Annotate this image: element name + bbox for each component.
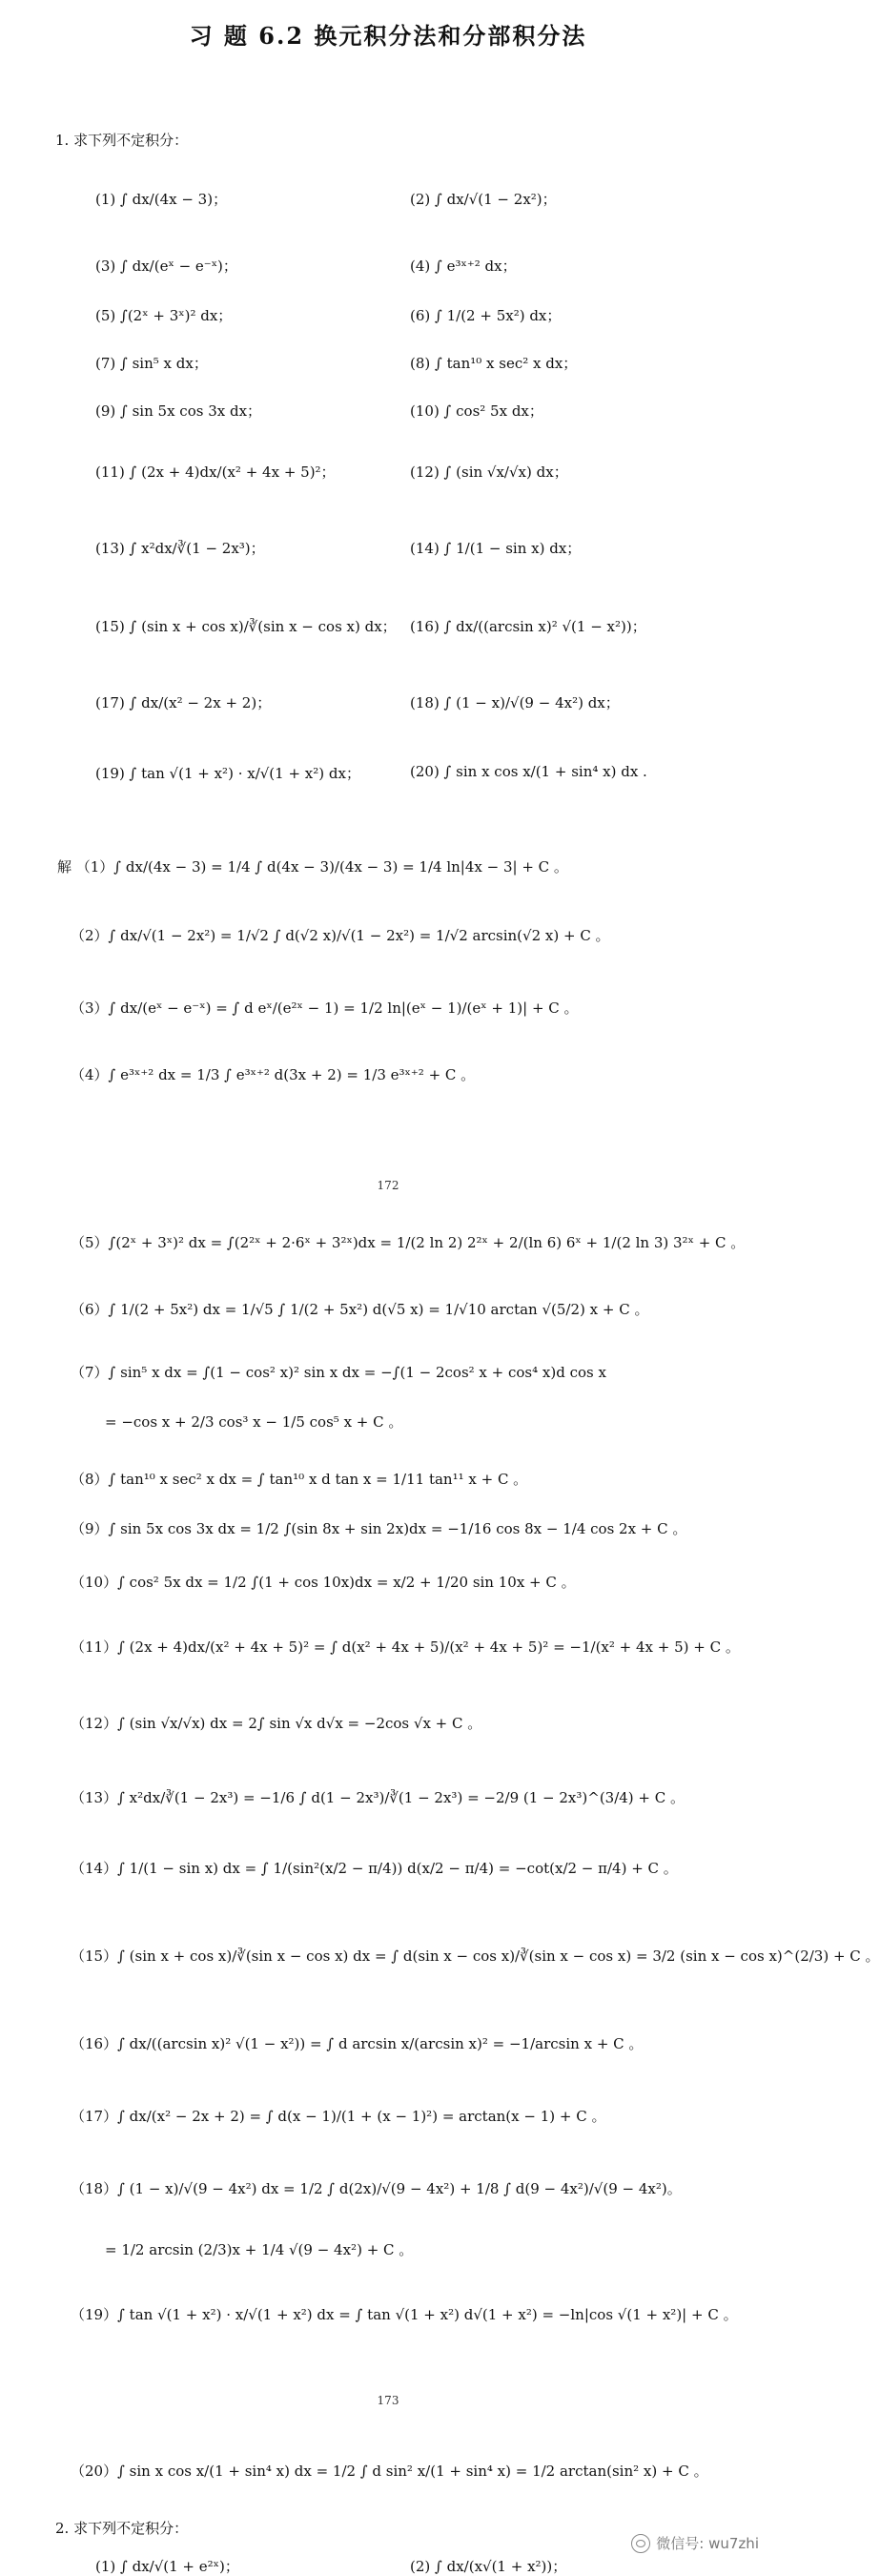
- question-14: (14) ∫ 1/(1 − sin x) dx；: [410, 540, 582, 557]
- question-2: (2) ∫ dx/√(1 − 2x²)；: [410, 191, 557, 208]
- solution-11: （11）∫ (2x + 4)dx/(x² + 4x + 5)² = ∫ d(x² + 4x + 5)/(x² + 4x + 5)² = −1/(x² + 4x + 5) + C 。: [71, 1638, 740, 1656]
- wechat-icon: [631, 2534, 650, 2553]
- question-1: (1) ∫ dx/(4x − 3)；: [95, 191, 228, 208]
- question-7: (7) ∫ sin⁵ x dx；: [95, 355, 208, 372]
- watermark-text: 微信号: wu7zhi: [656, 2535, 759, 2552]
- solution-8: （8）∫ tan¹⁰ x sec² x dx = ∫ tan¹⁰ x d tan x = 1/11 tan¹¹ x + C 。: [71, 1471, 528, 1488]
- section1-heading: 1. 求下列不定积分：: [55, 132, 189, 149]
- solution-18-continued: = 1/2 arcsin (2/3)x + 1/4 √(9 − 4x²) + C 。: [105, 2241, 414, 2258]
- solution-9: （9）∫ sin 5x cos 3x dx = 1/2 ∫(sin 8x + sin 2x)dx = −1/16 cos 8x − 1/4 cos 2x + C 。: [71, 1520, 687, 1537]
- solution-10: （10）∫ cos² 5x dx = 1/2 ∫(1 + cos 10x)dx = x/2 + 1/20 sin 10x + C 。: [71, 1574, 576, 1591]
- question-3: (3) ∫ dx/(eˣ − e⁻ˣ)；: [95, 258, 237, 275]
- question-12: (12) ∫ (sin √x/√x) dx；: [410, 464, 568, 481]
- solution-15: （15）∫ (sin x + cos x)/∛(sin x − cos x) dx = ∫ d(sin x − cos x)/∛(sin x − cos x) = 3/2 (sin x − cos x)^(2/3) + C 。: [71, 1947, 880, 1965]
- question-5: (5) ∫(2ˣ + 3ˣ)² dx；: [95, 307, 233, 324]
- question-6: (6) ∫ 1/(2 + 5x²) dx；: [410, 307, 562, 324]
- question-15: (15) ∫ (sin x + cos x)/∛(sin x − cos x) dx；: [95, 618, 397, 635]
- question-8: (8) ∫ tan¹⁰ x sec² x dx；: [410, 355, 578, 372]
- solution-17: （17）∫ dx/(x² − 2x + 2) = ∫ d(x − 1)/(1 + (x − 1)²) = arctan(x − 1) + C 。: [71, 2108, 606, 2125]
- solution-7: （7）∫ sin⁵ x dx = ∫(1 − cos² x)² sin x dx = −∫(1 − 2cos² x + cos⁴ x)d cos x: [71, 1364, 606, 1381]
- solution-14: （14）∫ 1/(1 − sin x) dx = ∫ 1/(sin²(x/2 − π/4)) d(x/2 − π/4) = −cot(x/2 − π/4) + C 。: [71, 1860, 678, 1877]
- solution-5: （5）∫(2ˣ + 3ˣ)² dx = ∫(2²ˣ + 2·6ˣ + 3²ˣ)dx = 1/(2 ln 2) 2²ˣ + 2/(ln 6) 6ˣ + 1/(2 ln 3) 3²ˣ + C 。: [71, 1234, 746, 1251]
- solution-6: （6）∫ 1/(2 + 5x²) dx = 1/√5 ∫ 1/(2 + 5x²) d(√5 x) = 1/√10 arctan √(5/2) x + C 。: [71, 1301, 649, 1318]
- question-4: (4) ∫ e³ˣ⁺² dx；: [410, 258, 517, 275]
- question-13: (13) ∫ x²dx/∛(1 − 2x³)；: [95, 540, 265, 557]
- question-11: (11) ∫ (2x + 4)dx/(x² + 4x + 5)²；: [95, 464, 336, 481]
- question-2-2: (2) ∫ dx/(x√(1 + x²))；: [410, 2558, 567, 2575]
- page-number: 173: [377, 2394, 399, 2407]
- solution-18: （18）∫ (1 − x)/√(9 − 4x²) dx = 1/2 ∫ d(2x)/√(9 − 4x²) + 1/8 ∫ d(9 − 4x²)/√(9 − 4x²)。: [71, 2180, 682, 2197]
- question-18: (18) ∫ (1 − x)/√(9 − 4x²) dx；: [410, 694, 620, 711]
- solution-1: 解 （1）∫ dx/(4x − 3) = 1/4 ∫ d(4x − 3)/(4x − 3) = 1/4 ln|4x − 3| + C 。: [57, 858, 568, 876]
- solution-20: （20）∫ sin x cos x/(1 + sin⁴ x) dx = 1/2 ∫ d sin² x/(1 + sin⁴ x) = 1/2 arctan(sin² x) + C 。: [71, 2463, 708, 2480]
- solution-19: （19）∫ tan √(1 + x²) · x/√(1 + x²) dx = ∫ tan √(1 + x²) d√(1 + x²) = −ln|cos √(1 + x²)| + C 。: [71, 2306, 738, 2323]
- solution-13: （13）∫ x²dx/∛(1 − 2x³) = −1/6 ∫ d(1 − 2x³)/∛(1 − 2x³) = −2/9 (1 − 2x³)^(3/4) + C 。: [71, 1789, 686, 1806]
- section2-heading: 2. 求下列不定积分：: [55, 2520, 189, 2537]
- solution-3: （3）∫ dx/(eˣ − e⁻ˣ) = ∫ d eˣ/(e²ˣ − 1) = 1/2 ln|(eˣ − 1)/(eˣ + 1)| + C 。: [71, 999, 579, 1017]
- solution-16: （16）∫ dx/((arcsin x)² √(1 − x²)) = ∫ d arcsin x/(arcsin x)² = −1/arcsin x + C 。: [71, 2035, 644, 2052]
- question-20: (20) ∫ sin x cos x/(1 + sin⁴ x) dx .: [410, 763, 647, 780]
- question-17: (17) ∫ dx/(x² − 2x + 2)；: [95, 694, 272, 711]
- solution-4: （4）∫ e³ˣ⁺² dx = 1/3 ∫ e³ˣ⁺² d(3x + 2) = 1/3 e³ˣ⁺² + C 。: [71, 1066, 476, 1083]
- question-2-1: (1) ∫ dx/√(1 + e²ˣ)；: [95, 2558, 239, 2575]
- page-number: 172: [377, 1179, 399, 1192]
- page-title: 习 题 6.2 换元积分法和分部积分法: [189, 22, 587, 50]
- solution-12: （12）∫ (sin √x/√x) dx = 2∫ sin √x d√x = −2cos √x + C 。: [71, 1715, 482, 1732]
- question-9: (9) ∫ sin 5x cos 3x dx；: [95, 402, 262, 420]
- solution-7-continued: = −cos x + 2/3 cos³ x − 1/5 cos⁵ x + C 。: [105, 1413, 403, 1431]
- watermark: [631, 2533, 759, 2553]
- question-19: (19) ∫ tan √(1 + x²) · x/√(1 + x²) dx；: [95, 765, 360, 782]
- question-10: (10) ∫ cos² 5x dx；: [410, 402, 543, 420]
- question-16: (16) ∫ dx/((arcsin x)² √(1 − x²))；: [410, 618, 646, 635]
- solution-2: （2）∫ dx/√(1 − 2x²) = 1/√2 ∫ d(√2 x)/√(1 − 2x²) = 1/√2 arcsin(√2 x) + C 。: [71, 927, 610, 944]
